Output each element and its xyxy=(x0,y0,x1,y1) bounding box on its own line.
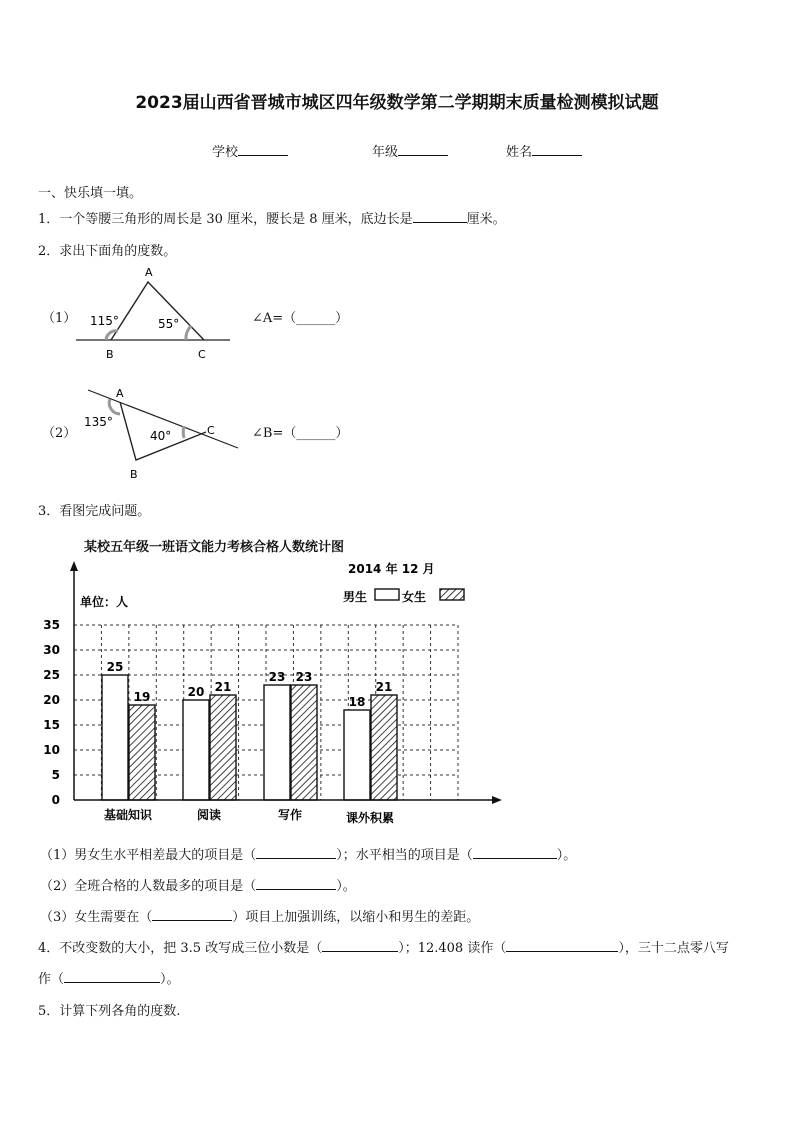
triangle-figure-1 xyxy=(70,262,240,362)
q3-sub2-text-a: （2）全班合格的人数最多的项目是（ xyxy=(40,879,257,894)
grade-field xyxy=(372,141,448,160)
vertex-b: B xyxy=(130,468,138,481)
y-tick-label: 35 xyxy=(43,618,60,632)
triangle-figure-2 xyxy=(80,382,245,484)
vertex-c: C xyxy=(198,348,206,361)
q3-sub2-blank[interactable] xyxy=(256,877,336,890)
bar-female xyxy=(210,695,236,800)
q1-text-b: 厘米。 xyxy=(466,212,506,227)
vertex-b: B xyxy=(106,348,114,361)
vertex-a: A xyxy=(145,266,153,279)
q3-sub1-blank-1[interactable] xyxy=(256,846,336,859)
y-tick-label: 0 xyxy=(51,793,60,807)
chart-title: 某校五年级一班语文能力考核合格人数统计图 xyxy=(84,540,345,555)
grade-blank[interactable] xyxy=(398,143,448,156)
q3-sub3 xyxy=(40,906,479,925)
y-tick-label: 30 xyxy=(43,643,60,657)
legend-male-label: 男生 xyxy=(343,590,368,604)
data-label: 23 xyxy=(295,670,313,684)
answer-angle-a[interactable]: ∠A=（______） xyxy=(252,311,349,326)
q3-sub3-blank[interactable] xyxy=(152,908,232,921)
y-axis-arrow xyxy=(70,561,78,571)
q3-sub1 xyxy=(40,844,576,863)
data-label: 21 xyxy=(214,680,232,694)
chart-subtitle: 2014 年 12 月 xyxy=(348,562,435,576)
question-5: 5．计算下列各角的度数. xyxy=(38,1004,181,1019)
school-blank[interactable] xyxy=(238,143,288,156)
angle-label-c: 40° xyxy=(150,429,172,443)
q3-sub1-text-b: ）；水平相当的项目是（ xyxy=(336,848,473,863)
angle-label-a: 135° xyxy=(84,415,113,429)
x-tick-label: 基础知识 xyxy=(103,808,153,822)
school-field xyxy=(212,141,288,160)
q4-blank-1[interactable] xyxy=(322,939,398,952)
bar-chart xyxy=(30,555,510,827)
question-1 xyxy=(38,208,506,227)
y-tick-label: 20 xyxy=(43,693,60,707)
fig2-label: （2） xyxy=(42,426,77,441)
data-label: 20 xyxy=(187,685,205,699)
bar-male xyxy=(344,710,370,800)
y-tick-label: 10 xyxy=(43,743,60,757)
data-label: 19 xyxy=(133,690,151,704)
q3-sub1-text-c: ）。 xyxy=(556,848,577,863)
data-label: 21 xyxy=(375,680,393,694)
unit-label: 单位：人 xyxy=(80,595,129,609)
x-axis-arrow xyxy=(492,796,502,804)
vertex-c: C xyxy=(207,424,215,437)
legend-male-swatch xyxy=(375,589,399,600)
q4-blank-3[interactable] xyxy=(64,970,160,983)
page-title: 2023届山西省晋城市城区四年级数学第二学期期末质量检测模拟试题 xyxy=(135,93,659,113)
q3-sub1-text-a: （1）男女生水平相差最大的项目是（ xyxy=(40,848,257,863)
q3-sub2 xyxy=(40,875,356,894)
answer-angle-b[interactable]: ∠B=（______） xyxy=(252,426,349,441)
name-label: 姓名 xyxy=(506,145,533,160)
question-4 xyxy=(38,937,729,956)
question-2: 2．求出下面角的度数。 xyxy=(38,244,177,259)
school-label: 学校 xyxy=(212,145,239,160)
angle-label-c: 55° xyxy=(158,317,180,331)
name-field xyxy=(506,141,582,160)
x-tick-label: 写作 xyxy=(277,808,303,822)
x-tick-label: 阅读 xyxy=(196,808,222,822)
grade-label: 年级 xyxy=(372,145,399,160)
y-tick-label: 15 xyxy=(43,718,60,732)
bar-female xyxy=(371,695,397,800)
vertex-a: A xyxy=(116,387,124,400)
data-label: 25 xyxy=(106,660,124,674)
q4-text-e: ）。 xyxy=(160,972,180,987)
question-3: 3．看图完成问题。 xyxy=(38,504,151,519)
q4-text-a: 4．不改变数的大小，把 3.5 改写成三位小数是（ xyxy=(38,941,323,956)
q1-text-a: 1．一个等腰三角形的周长是 30 厘米，腰长是 8 厘米，底边长是 xyxy=(38,212,413,227)
bar-male xyxy=(183,700,209,800)
q4-blank-2[interactable] xyxy=(506,939,618,952)
q4-text-c: ），三十二点零八写 xyxy=(618,941,729,956)
y-tick-label: 25 xyxy=(43,668,60,682)
bar-female xyxy=(129,705,155,800)
q1-blank[interactable] xyxy=(413,210,467,223)
section-heading: 一、快乐填一填。 xyxy=(38,186,143,201)
fig1-label: （1） xyxy=(42,311,77,326)
q3-sub3-text-a: （3）女生需要在（ xyxy=(40,910,153,925)
q3-sub2-text-b: ）。 xyxy=(336,879,356,894)
angle-label-b: 115° xyxy=(90,314,119,328)
angle-mark-c xyxy=(186,326,191,340)
data-label: 18 xyxy=(348,695,366,709)
bar-male xyxy=(102,675,128,800)
legend-female-swatch xyxy=(440,589,464,600)
q4-text-b: ）；12.408 读作（ xyxy=(398,941,507,956)
angle-mark-c xyxy=(183,426,184,438)
bar-male xyxy=(264,685,290,800)
bar-female xyxy=(291,685,317,800)
q4-text-d: 作（ xyxy=(38,972,65,987)
triangle-sides xyxy=(111,282,204,340)
q3-sub1-blank-2[interactable] xyxy=(473,846,557,859)
question-4-cont xyxy=(38,968,180,987)
name-blank[interactable] xyxy=(532,143,582,156)
x-tick-label: 课外积累 xyxy=(345,811,395,825)
data-label: 23 xyxy=(268,670,286,684)
legend-female-label: 女生 xyxy=(402,590,427,604)
y-tick-label: 5 xyxy=(51,768,60,782)
q3-sub3-text-b: ）项目上加强训练，以缩小和男生的差距。 xyxy=(232,910,480,925)
